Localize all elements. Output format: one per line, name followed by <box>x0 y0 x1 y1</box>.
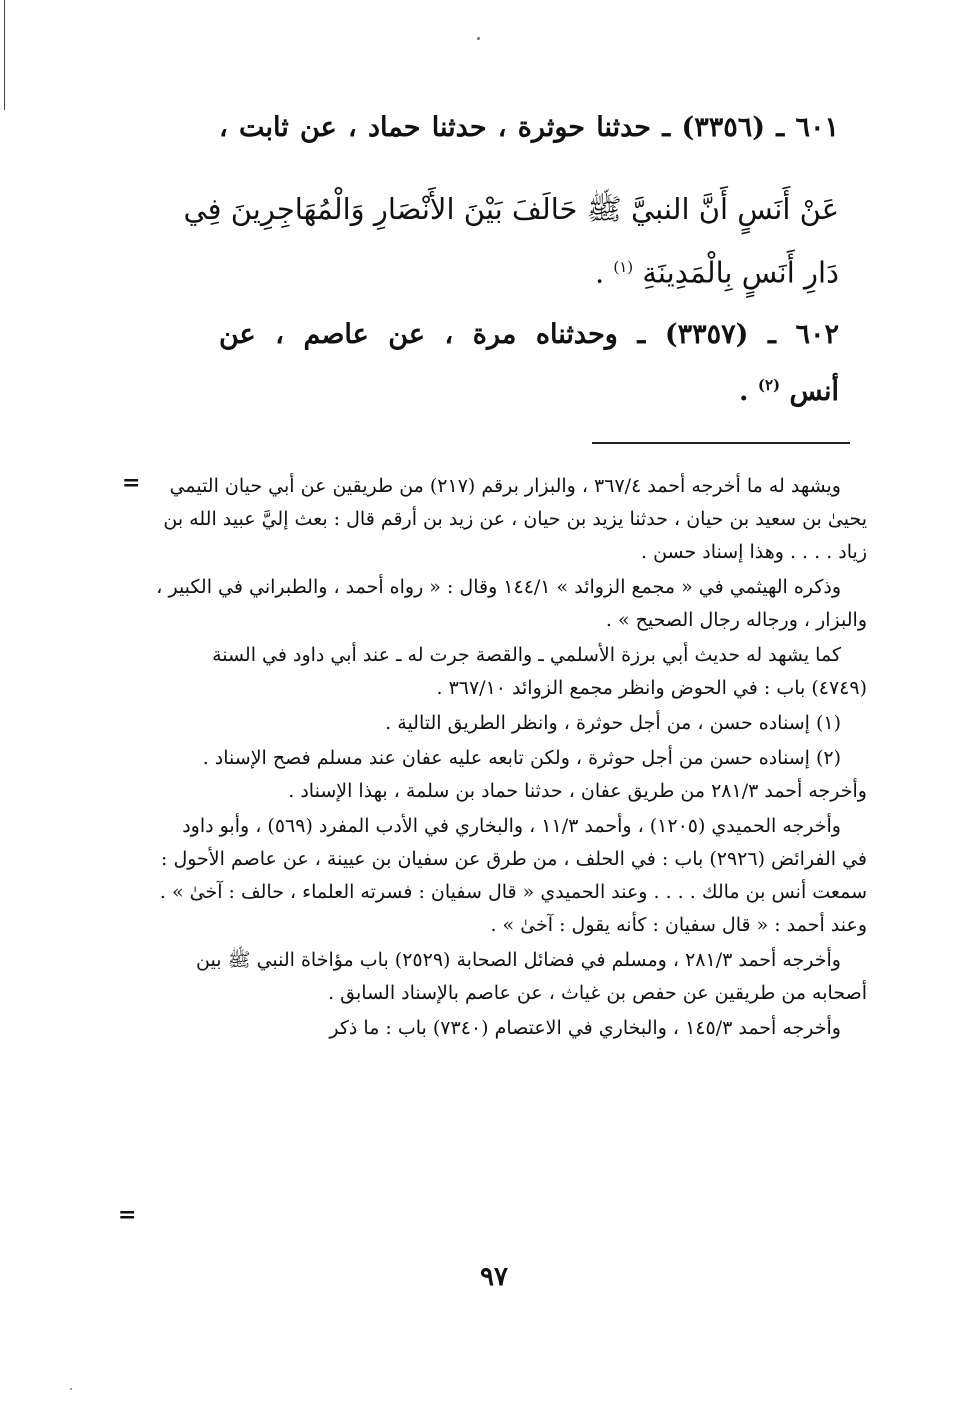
hadith-602-line-end <box>219 360 839 417</box>
footnote-paragraph: وأخرجه الحميدي (١٢٠٥) ، وأحمد ١١/٣ ، والبخاري في الأدب المفرد (٥٦٩) ، وأبو داود في الفرائض (٢٩٢٦) باب : في الحلف ، من طرق عن سفيان بن عيينة ، عن عاصم الأحول : سمعت أنس بن مالك . . . . وعند الحميدي « قال سفيان : فسرته العلماء ، حالف : آخىٰ » . وعند أحمد : « قال سفيان : كأنه يقول : آخىٰ » . <box>159 815 867 936</box>
hadith-601-line-end <box>219 238 839 302</box>
footnote-marker-2: (٢) <box>757 376 781 394</box>
footnote-marker-1: (١) <box>613 258 634 276</box>
hadith-601-line: عَنْ أَنَسٍ أَنَّ النبيَّ ﷺ حَالَفَ بَيْنَ الأَنْصَارِ وَالْمُهَاجِرِينَ فِي <box>183 192 839 226</box>
hadith-601-text <box>183 180 839 302</box>
hadith-602-full-stop: . <box>739 376 758 407</box>
hadith-601-full-stop: . <box>594 255 614 290</box>
hadith-602-text <box>219 310 839 417</box>
footnote-2: (٢) إسناده حسن من أجل حوثرة ، ولكن تابعه عليه عفان عند مسلم فصح الإسناد . وأخرجه أحمد ٢٨١/٣ من طريق عفان ، حدثنا حماد بن سلمة ، بهذا الإسناد . <box>202 747 867 802</box>
page-number: ٩٧ <box>480 1262 508 1292</box>
scan-speck <box>70 1388 72 1390</box>
scan-speck <box>477 37 480 40</box>
footnote-paragraph: وأخرجه أحمد ٢٨١/٣ ، ومسلم في فضائل الصحابة (٢٥٢٩) باب مؤاخاة النبي ﷺ بين أصحابه من طريقين عن حفص بن غياث ، عن عاصم بالإسناد السابق . <box>196 949 867 1004</box>
page-edge-rule <box>4 0 5 110</box>
footnote-paragraph-continued: وأخرجه أحمد ١٤٥/٣ ، والبخاري في الاعتصام (٧٣٤٠) باب : ما ذكر <box>329 1017 841 1039</box>
hadith-601-line-text: دَارِ أَنَسٍ بِالْمَدِينَةِ <box>642 255 839 290</box>
footnote-paragraph: ويشهد له ما أخرجه أحمد ٣٦٧/٤ ، والبزار برقم (٢١٧) من طريقين عن أبي حيان التيمي يحيىٰ بن سعيد بن حيان ، حدثنا يزيد بن حيان ، عن زيد بن أرقم قال : بعث إليَّ عبيد الله بن زياد . . . . وهذا إسناد حسن . <box>163 475 867 563</box>
footnote-separator <box>592 442 850 444</box>
footnotes <box>155 470 867 1047</box>
footnote-paragraph: وذكره الهيثمي في « مجمع الزوائد » ١٤٤/١ وقال : « رواه أحمد ، والطبراني في الكبير ، والبزار ، ورجاله رجال الصحيح » . <box>156 576 867 631</box>
footnote-1: (١) إسناده حسن ، من أجل حوثرة ، وانظر الطريق التالية . <box>385 712 841 734</box>
continuation-mark: = <box>122 470 141 496</box>
hadith-602-line-text: أنس <box>789 376 839 407</box>
hadith-601-heading: ٦٠١ ـ (٣٣٥٦) ـ حدثنا حوثرة ، حدثنا حماد ، عن ثابت ، <box>219 112 839 143</box>
footnote-paragraph: كما يشهد له حديث أبي برزة الأسلمي ـ والقصة جرت له ـ عند أبي داود في السنة (٤٧٤٩) باب : في الحوض وانظر مجمع الزوائد ٣٦٧/١٠ . <box>212 644 867 699</box>
continuation-mark: = <box>118 1202 137 1228</box>
hadith-602-heading: ٦٠٢ ـ (٣٣٥٧) ـ وحدثناه مرة ، عن عاصم ، عن <box>219 319 839 350</box>
